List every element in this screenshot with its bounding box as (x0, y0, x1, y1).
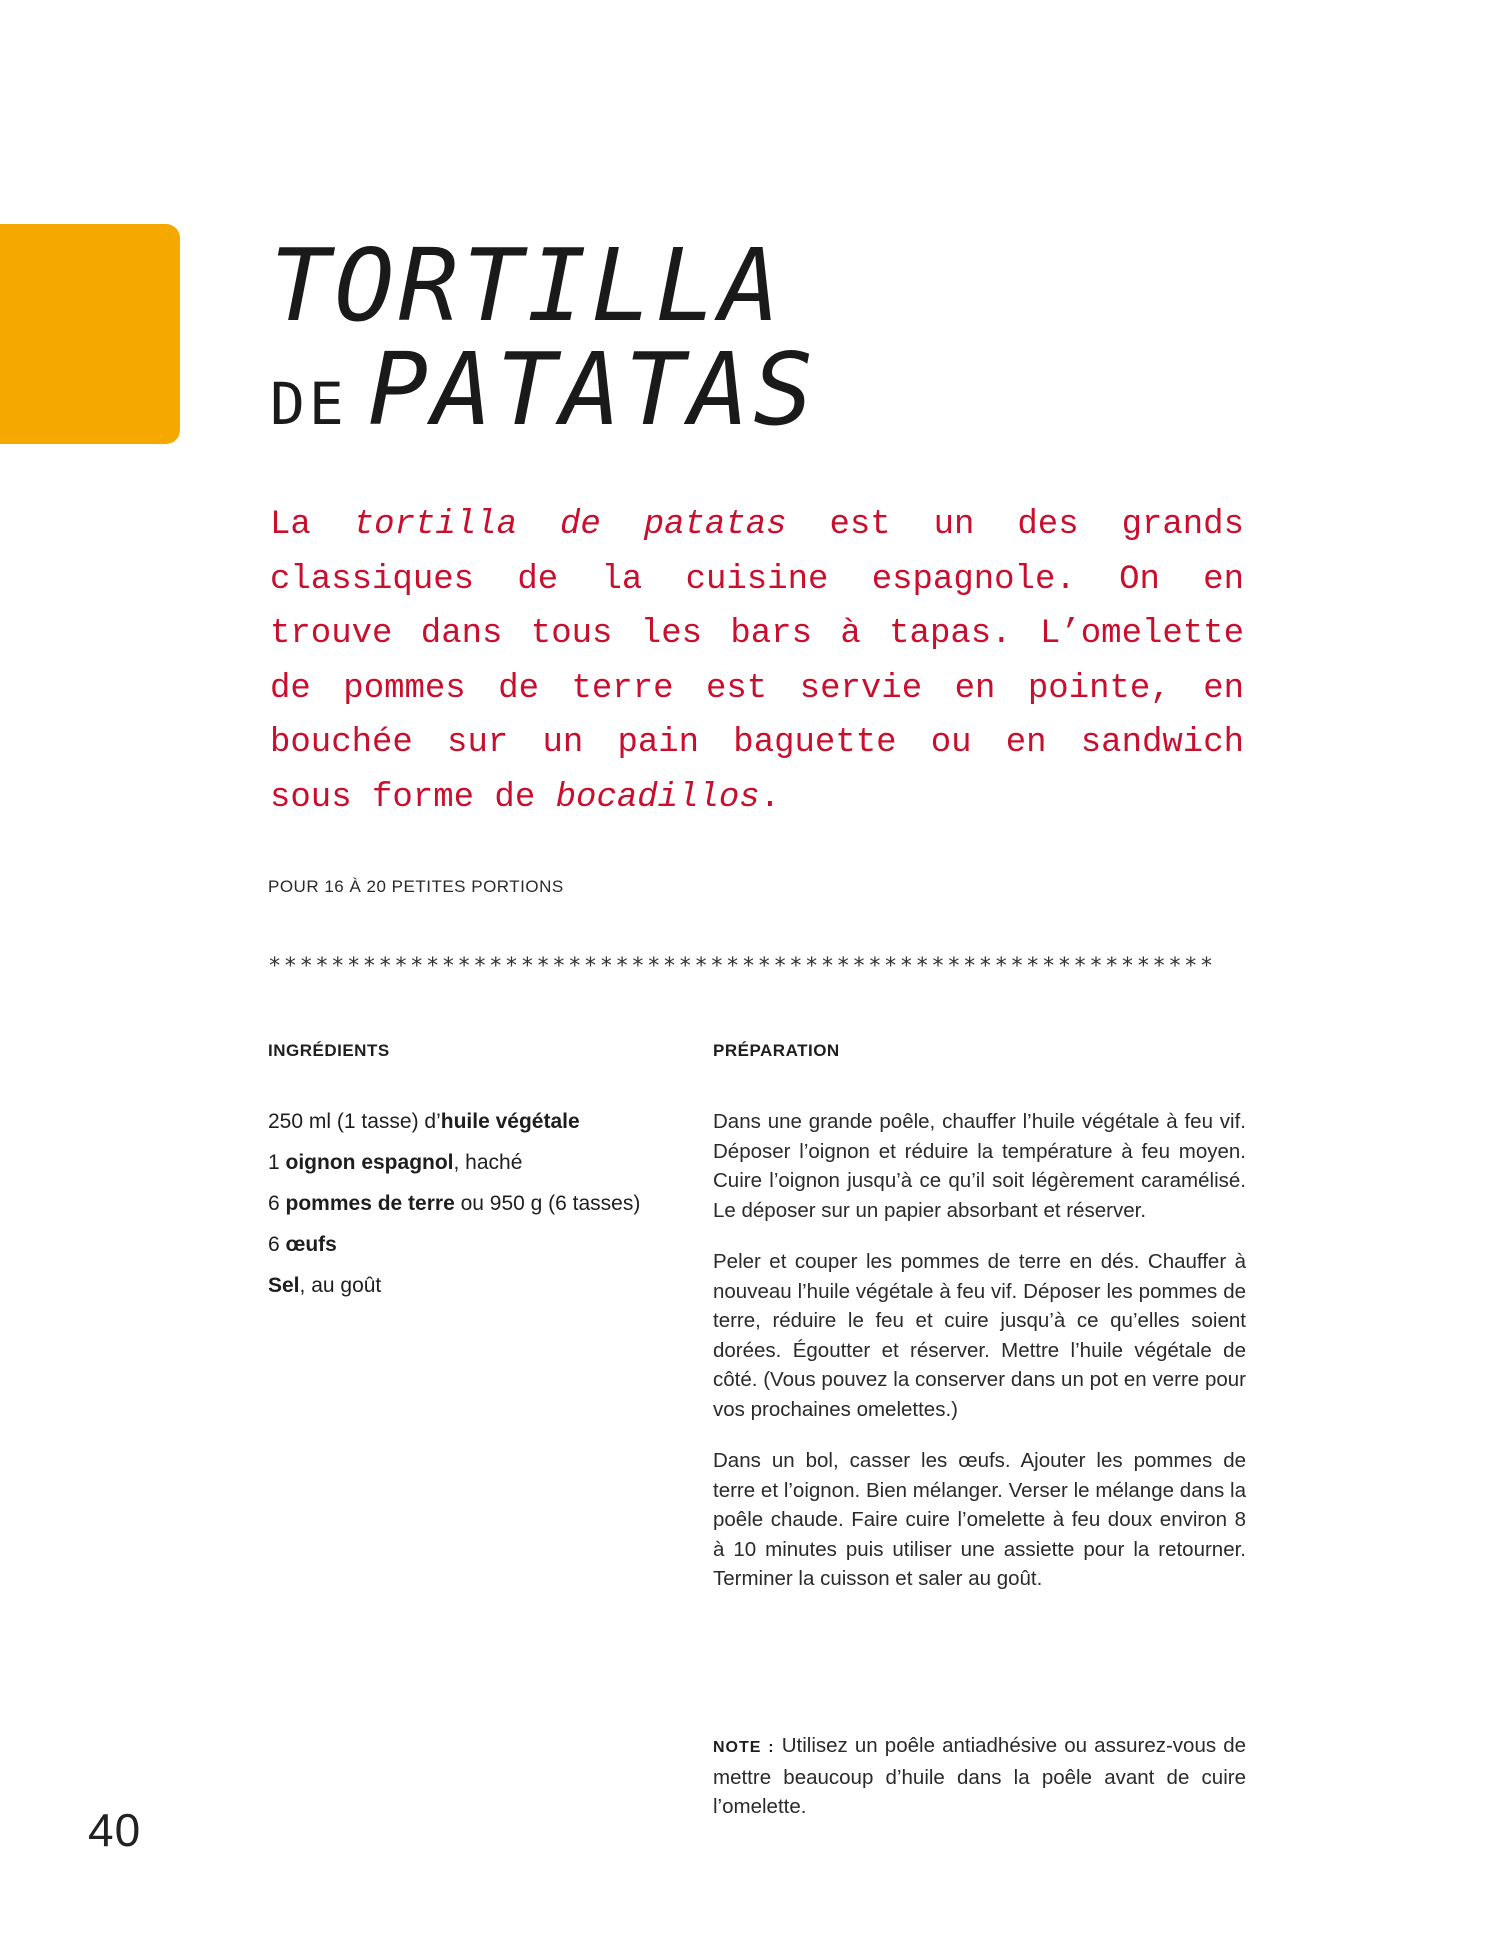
preparation-steps (713, 1107, 1246, 1616)
title-line-2 (270, 331, 818, 454)
note-text: Utilisez un poêle antiadhésive ou assurez-vous de mettre beaucoup d’huile dans la poêle avant de cuire l’omelette. (713, 1734, 1246, 1818)
page-number: 40 (88, 1804, 142, 1856)
intro-body: est un des grands classiques de la cuisine espagnole. On en trouve dans tous les bars à tapas. L’omelette de pommes de terre est servie en pointe, en bouchée sur un pain baguette ou en sandwich sous forme de (270, 506, 1244, 817)
ingredient-detail: , au goût (299, 1274, 382, 1297)
ingredient-name: huile végétale (440, 1110, 580, 1133)
ingredients-heading: INGRÉDIENTS (268, 1041, 390, 1060)
ingredient-quantity: 6 (268, 1192, 286, 1215)
star-separator: ************************************************************ (268, 954, 1216, 979)
accent-tab (0, 224, 180, 444)
ingredient-name: oignon espagnol (285, 1151, 454, 1174)
ingredient-quantity: 1 (268, 1151, 286, 1174)
ingredient-name: Sel (268, 1274, 300, 1297)
title-line-1: TORTILLA (270, 227, 784, 344)
ingredients-list (268, 1107, 668, 1312)
intro-italic-tortilla: tortilla de patatas (353, 506, 787, 544)
intro-italic-bocadillos: bocadillos (555, 778, 760, 817)
ingredient-detail: , haché (453, 1151, 523, 1174)
ingredient-quantity: 250 ml (1 tasse) d’ (268, 1110, 441, 1133)
ingredient-item (268, 1271, 668, 1300)
intro-lead: La (270, 506, 311, 544)
prep-paragraph: Dans un bol, casser les œufs. Ajouter les pommes de terre et l’oignon. Bien mélanger. Verser le mélange dans la poêle chaude. Faire cuire l’omelette à feu doux environ 8 à 10 minutes puis utiliser une assiette pour la retourner. Terminer la cuisson et saler au goût. (713, 1449, 1246, 1590)
intro-end: . (759, 778, 781, 817)
prep-paragraph: Peler et couper les pommes de terre en dés. Chauffer à nouveau l’huile végétale à feu vif. Déposer les pommes de terre, réduire le feu et cuire jusqu’à ce qu’elles soient dorées. Égoutter et réserver. Mettre l’huile végétale de côté. (Vous pouvez la conserver dans un pot en verre pour vos prochaines omelettes.) (713, 1250, 1246, 1421)
note-label: NOTE : (713, 1739, 775, 1756)
ingredient-item (268, 1189, 668, 1218)
note-paragraph (713, 1731, 1246, 1822)
ingredient-item (268, 1107, 668, 1136)
ingredient-quantity: 6 (268, 1233, 286, 1256)
ingredient-item (268, 1230, 668, 1259)
ingredient-name: œufs (285, 1233, 337, 1256)
prep-paragraph: Dans une grande poêle, chauffer l’huile végétale à feu vif. Déposer l’oignon et réduire la température à feu moyen. Cuire l’oignon jusqu’à ce qu’il soit légèrement caramélisé. Le déposer sur un papier absorbant et réserver. (713, 1110, 1246, 1222)
title-patatas: PATATAS (367, 331, 818, 448)
intro-paragraph (270, 498, 1244, 825)
recipe-title (270, 227, 818, 454)
ingredient-detail: ou 950 g (6 tasses) (454, 1192, 641, 1215)
portions-label: POUR 16 À 20 PETITES PORTIONS (268, 877, 564, 896)
title-de: DE (270, 370, 348, 438)
ingredient-item (268, 1148, 668, 1177)
preparation-heading: PRÉPARATION (713, 1041, 840, 1060)
ingredient-name: pommes de terre (285, 1192, 455, 1215)
